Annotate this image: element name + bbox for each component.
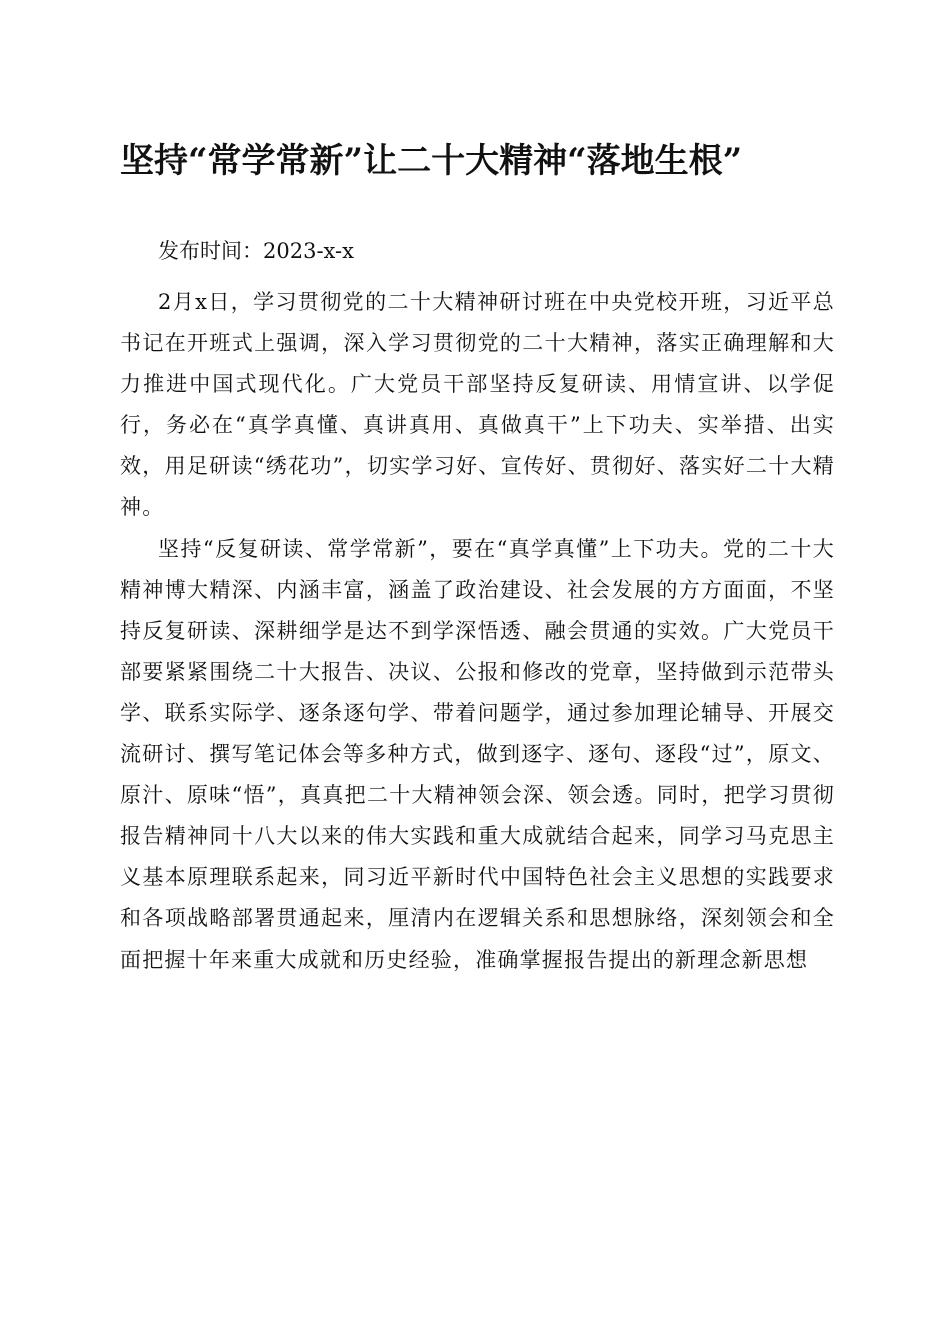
- paragraph-1: 2月x日，学习贯彻党的二十大精神研讨班在中央党校开班，习近平总书记在开班式上强调，深入学习贯彻党的二十大精神，落实正确理解和大力推进中国式现代化。广大党员干部坚持反复研读、用情宣讲、以学促行，务必在“真学真懂、真讲真用、真做真干”上下功夫、实举措、出实效，用足研读“绣花功”，切实学习好、宣传好、贯彻好、落实好二十大精神。: [120, 290, 835, 520]
- publish-time: 发布时间：2023-x-x: [158, 239, 354, 263]
- article-title: 坚持“常学常新”让二十大精神“落地生根”: [120, 141, 743, 181]
- paragraph-2: 坚持“反复研读、常学常新”，要在“真学真懂”上下功夫。党的二十大精神博大精深、内涵丰富，涵盖了政治建设、社会发展的方方面面，不坚持反复研读、深耕细学是达不到学深悟透、融会贯通的实效。广大党员干部要紧紧围绕二十大报告、决议、公报和修改的党章，坚持做到示范带头学、联系实际学、逐条逐句学、带着问题学，通过参加理论辅导、开展交流研讨、撰写笔记体会等多种方式，做到逐字、逐句、逐段“过”，原文、原汁、原味“悟”，真真把二十大精神领会深、领会透。同时，把学习贯彻报告精神同十八大以来的伟大实践和重大成就结合起来，同学习马克思主义基本原理联系起来，同习近平新时代中国特色社会主义思想的实践要求和各项战略部署贯通起来，厘清内在逻辑关系和思想脉络，深刻领会和全面把握十年来重大成就和历史经验，准确掌握报告提出的新理念新思想: [120, 536, 835, 972]
- article-body: [120, 282, 835, 981]
